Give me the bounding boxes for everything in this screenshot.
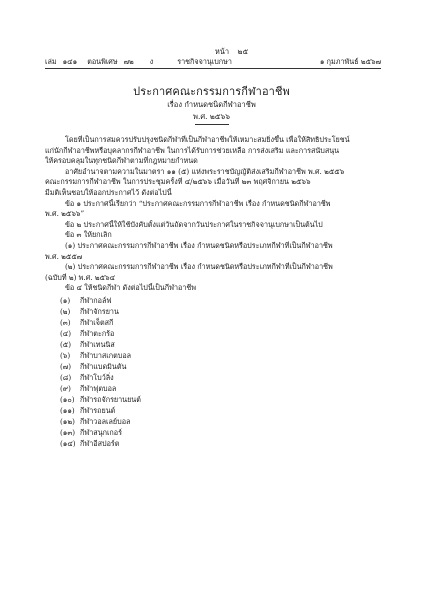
volume-info [45,57,232,68]
list-item-number: (๗) [60,361,72,371]
list-item-name: กีฬาฟุตบอล [80,383,117,393]
publication-name: ราชกิจจานุเบกษา [177,57,232,66]
title-divider [195,124,229,125]
document-year: พ.ศ. ๒๕๖๖ [193,112,230,121]
list-item [45,339,381,350]
publication-date: ๑ กุมภาพันธ์ ๒๕๖๗ [319,57,381,66]
list-item-name: กีฬาเทนนิส [80,339,115,349]
document-subject: เรื่อง กำหนดชนิดกีฬาอาชีพ [167,100,256,109]
list-item-number: (๖) [60,350,71,360]
list-item [45,328,381,339]
part-number: ๗๒ [123,57,134,66]
list-item-number: (๕) [60,339,72,349]
list-item-name: กีฬาแบดมินตัน [80,361,127,371]
list-item [45,306,381,317]
list-item-number: (๑) [60,295,71,305]
list-item-name: กีฬารถจักรยานยนต์ [80,394,141,404]
part-label: ตอนพิเศษ [87,57,118,66]
list-item-name: กีฬากอล์ฟ [80,295,112,305]
part-letter: ง [149,57,154,66]
paragraph-line: ข้อ ๒ ประกาศนี้ให้ใช้บังคับตั้งแต่วันถัดจากวันประกาศในราชกิจจานุเบกษาเป็นต้นไป [65,219,323,229]
list-item-number: (๓) [60,317,71,327]
list-item [45,416,381,427]
document-title: ประกาศคณะกรรมการกีฬาอาชีพ [133,85,290,98]
list-item [45,405,381,416]
paragraph-line: คณะกรรมการกีฬาอาชีพ ในการประชุมครั้งที่ ๔/๒๕๖๖ เมื่อวันที่ ๒๓ พฤศจิกายน ๒๕๖๖ [45,177,311,187]
paragraph-line: ข้อ ๓ ให้ยกเลิก [65,230,112,240]
list-item-number: (๙) [60,383,71,393]
list-item-name: กีฬาวอลเลย์บอล [80,416,131,426]
paragraph-line: อาศัยอำนาจตามความในมาตรา ๑๑ (๕) แห่งพระราชบัญญัติส่งเสริมกีฬาอาชีพ พ.ศ. ๒๕๕๖ [65,166,345,176]
list-item [45,372,381,383]
list-item [45,438,381,449]
list-item-number: (๑๑) [60,405,75,415]
list-item-number: (๒) [60,306,71,316]
paragraph-line: ให้ครอบคลุมในทุกชนิดกีฬาตามที่กฎหมายกำหนด [45,156,198,166]
list-item [45,295,381,306]
paragraph-line: (๑) ประกาศคณะกรรมการกีฬาอาชีพ เรื่อง กำหนดชนิดหรือประเภทกีฬาที่เป็นกีฬาอาชีพ [65,240,333,250]
list-item-name: กีฬาโบว์ลิ่ง [80,372,114,382]
list-item-name: กีฬาเจ็ตสกี [80,317,114,327]
header-rule [45,68,381,69]
paragraph-line: แก่นักกีฬาอาชีพหรือบุคลากรกีฬาอาชีพ ในการได้รับการช่วยเหลือ การส่งเสริม และการสนับสนุน [45,145,340,155]
list-item-number: (๘) [60,372,72,382]
list-item [45,361,381,372]
list-item-number: (๑๒) [60,416,75,426]
paragraph-line: ข้อ ๔ ให้ชนิดกีฬา ดังต่อไปนี้เป็นกีฬาอาชีพ [65,283,196,293]
page-number: ๒๕ [237,47,249,56]
list-item-name: กีฬาอีสปอร์ต [80,438,120,448]
list-item-number: (๑๔) [60,438,76,448]
paragraph-line: พ.ศ. ๒๕๕๗ [45,251,83,261]
list-item [45,317,381,328]
gazette-header-row [45,57,381,68]
paragraph-line: โดยที่เป็นการสมควรปรับปรุงชนิดกีฬาที่เป็นกีฬาอาชีพให้เหมาะสมยิ่งขึ้น เพื่อให้สิทธิประโยชน์ [65,135,350,144]
list-item-name: กีฬาตะกร้อ [80,328,115,338]
list-item-name: กีฬาสนุกเกอร์ [80,427,122,437]
sports-list [45,295,381,449]
list-item [45,427,381,438]
volume-number: ๑๔๑ [62,57,78,66]
list-item-name: กีฬารถยนต์ [80,405,116,415]
list-item-name: กีฬาจักรยาน [80,306,119,316]
document-body [45,135,381,449]
list-item [45,350,381,361]
list-item [45,394,381,405]
paragraph-line: ข้อ ๑ ประกาศนี้เรียกว่า “ประกาศคณะกรรมการกีฬาอาชีพ เรื่อง กำหนดชนิดกีฬาอาชีพ [65,198,331,208]
list-item [45,383,381,394]
list-item-number: (๑๐) [60,394,75,404]
list-item-name: กีฬาบาสเกตบอล [80,350,132,360]
paragraph-line: มีมติเห็นชอบให้ออกประกาศไว้ ดังต่อไปนี้ [45,187,172,197]
page-label: หน้า [214,47,230,56]
volume-label: เล่ม [45,57,57,66]
paragraph-line: พ.ศ. ๒๕๖๖” [45,209,85,219]
paragraph-line: (ฉบับที่ ๒) พ.ศ. ๒๕๖๔ [45,272,116,282]
paragraph-line: (๒) ประกาศคณะกรรมการกีฬาอาชีพ เรื่อง กำหนดชนิดหรือประเภทกีฬาที่เป็นกีฬาอาชีพ [65,262,333,272]
list-item-number: (๑๓) [60,427,76,437]
list-item-number: (๔) [60,328,72,338]
